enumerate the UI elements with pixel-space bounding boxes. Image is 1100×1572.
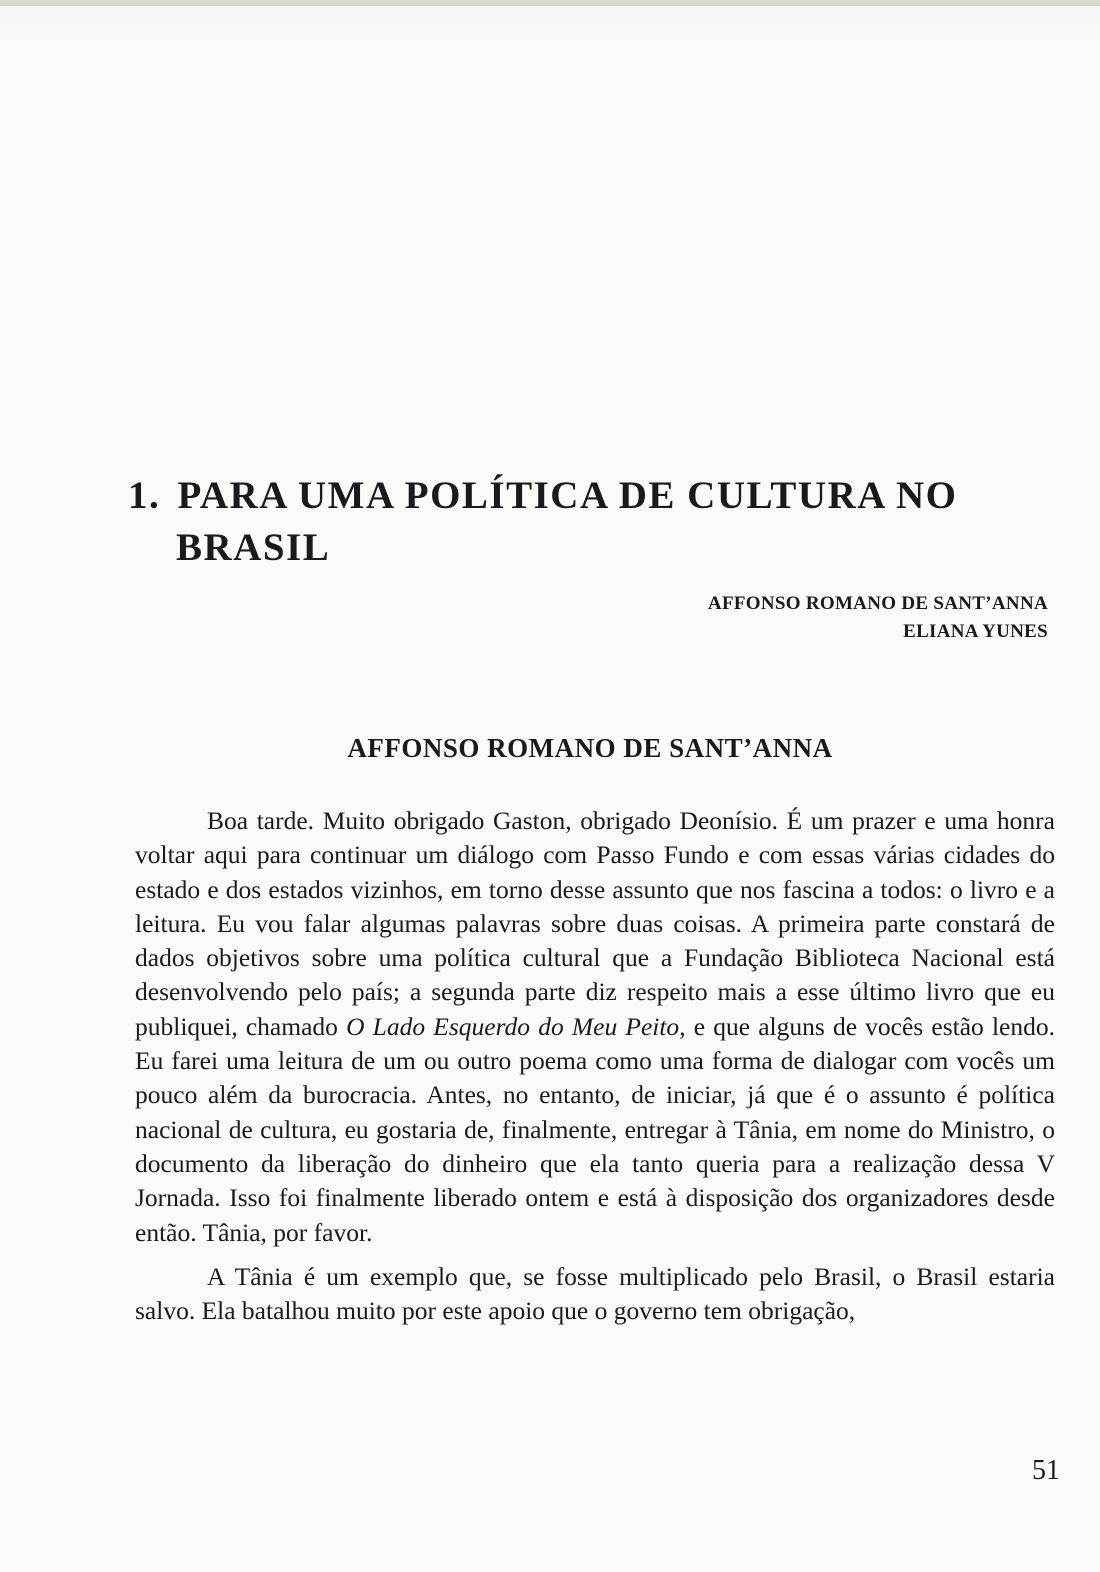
author-list: [708, 590, 1048, 646]
page-number: 51: [1032, 1455, 1060, 1486]
paragraph: A Tânia é um exemplo que, se fosse multiplicado pelo Brasil, o Brasil estaria salvo. Ela batalhou muito por este apoio que o governo tem obrigação,: [135, 1261, 1055, 1326]
body-text: [135, 804, 1055, 1338]
chapter-title-line-2: BRASIL: [176, 526, 331, 569]
paragraph-text: , e que alguns de vocês estão lendo. Eu farei uma leitura de um ou outro poema como uma forma de dialogar com vocês um pouco além da burocracia. Antes, no entanto, de iniciar, já que é o assunto é política nacional de cultura, eu gostaria de, finalmente, entregar à Tânia, em nome do Ministro, o documento da liberação do dinheiro que ela tanto queria para a realização dessa V Jornada. Isso foi finalmente liberado ontem e está à disposição dos organizadores desde então. Tânia, por favor.: [135, 1011, 1055, 1247]
author-name: ELIANA YUNES: [903, 621, 1048, 642]
chapter-number: 1.: [128, 474, 161, 517]
book-title: O Lado Esquerdo do Meu Peito: [346, 1011, 680, 1041]
chapter-title-line-1: PARA UMA POLÍTICA DE CULTURA NO: [177, 474, 958, 517]
paragraph: [135, 804, 1055, 1250]
page-top-edge: [0, 0, 1100, 6]
section-heading: AFFONSO ROMANO DE SANT’ANNA: [347, 733, 833, 763]
paragraph-text: Boa tarde. Muito obrigado Gaston, obrigado Deonísio. É um prazer e uma honra voltar aqui para continuar um diálogo com Passo Fundo e com essas várias cidades do estado e dos estados vizinhos, em torno desse assunto que nos fascina a todos: o livro e a leitura. Eu vou falar algumas palavras sobre duas coisas. A primeira parte constará de dados objetivos sobre uma política cultural que a Fundação Biblioteca Nacional está desenvolvendo pelo país; a segunda parte diz respeito mais a esse último livro que eu publiquei, chamado: [135, 806, 1055, 1041]
chapter-title: [128, 470, 1058, 574]
author-name: AFFONSO ROMANO DE SANT’ANNA: [707, 593, 1048, 614]
